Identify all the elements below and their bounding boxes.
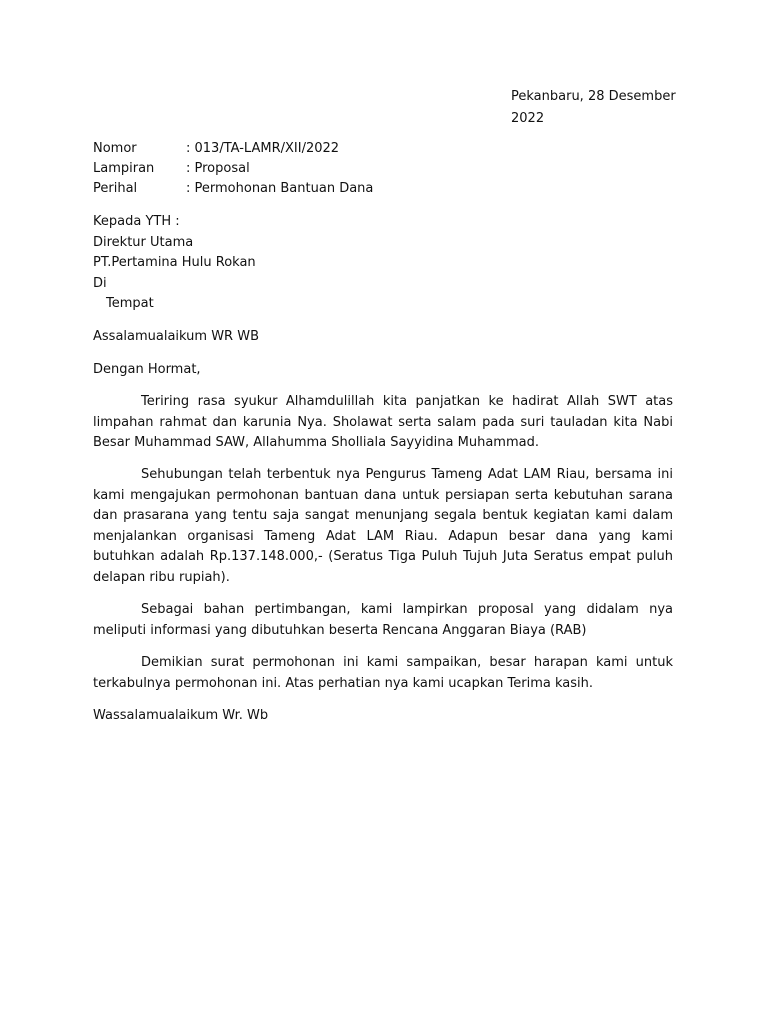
letter-meta — [93, 139, 673, 199]
meta-row-lampiran — [93, 159, 673, 179]
body-paragraph-4: Demikian surat permohonan ini kami sampaikan, besar harapan kami untuk terkabulnya permohonan ini. Atas perhatian nya kami ucapkan Terima kasih. — [93, 655, 673, 691]
recipient-line-4: Di — [93, 275, 107, 291]
date-line-1: Pekanbaru, 28 Desember — [511, 89, 676, 104]
body-paragraph-3: Sebagai bahan pertimbangan, kami lampirkan proposal yang didalam nya meliputi informasi yang dibutuhkan beserta Rencana Anggaran Biaya (RAB) — [93, 602, 673, 638]
recipient-block — [93, 212, 673, 315]
meta-value: : Proposal — [186, 161, 250, 176]
meta-label: Lampiran — [93, 161, 155, 176]
recipient-line-1: Kepada YTH : — [93, 214, 180, 229]
meta-value: : Permohonan Bantuan Dana — [186, 181, 374, 196]
recipient-line-2: Direktur Utama — [93, 234, 194, 250]
meta-label: Nomor — [93, 141, 137, 156]
meta-row-perihal — [93, 179, 673, 199]
body-paragraph-1: Teriring rasa syukur Alhamdulillah kita panjatkan ke hadirat Allah SWT atas limpahan rahmat dan karunia Nya. Sholawat serta salam pada suri tauladan kita Nabi Besar Muhammad SAW, Allahumma Sholliala Sayyidina Muhammad. — [93, 394, 673, 450]
meta-value: : 013/TA-LAMR/XII/2022 — [186, 141, 340, 156]
letter-date — [511, 86, 681, 130]
greeting: Assalamualaikum WR WB — [93, 329, 259, 344]
meta-row-nomor — [93, 139, 673, 159]
recipient-line-3: PT.Pertamina Hulu Rokan — [93, 255, 256, 270]
salutation: Dengan Hormat, — [93, 362, 201, 377]
date-line-2: 2022 — [511, 111, 545, 126]
meta-label: Perihal — [93, 181, 138, 196]
body-paragraph-2: Sehubungan telah terbentuk nya Pengurus Tameng Adat LAM Riau, bersama ini kami mengajukan permohonan bantuan dana untuk persiapan serta kebutuhan sarana dan prasarana yang tentu saja sangat menunjang segala bentuk kegiatan kami dalam menjalankan organisasi Tameng Adat LAM Riau. Adapun besar dana yang kami butuhkan adalah Rp.137.148.000,- (Seratus Tiga Puluh Tujuh Juta Seratus empat puluh delapan ribu rupiah). — [93, 467, 673, 585]
closing: Wassalamualaikum Wr. Wb — [93, 708, 269, 723]
recipient-line-5: Tempat — [106, 296, 154, 311]
